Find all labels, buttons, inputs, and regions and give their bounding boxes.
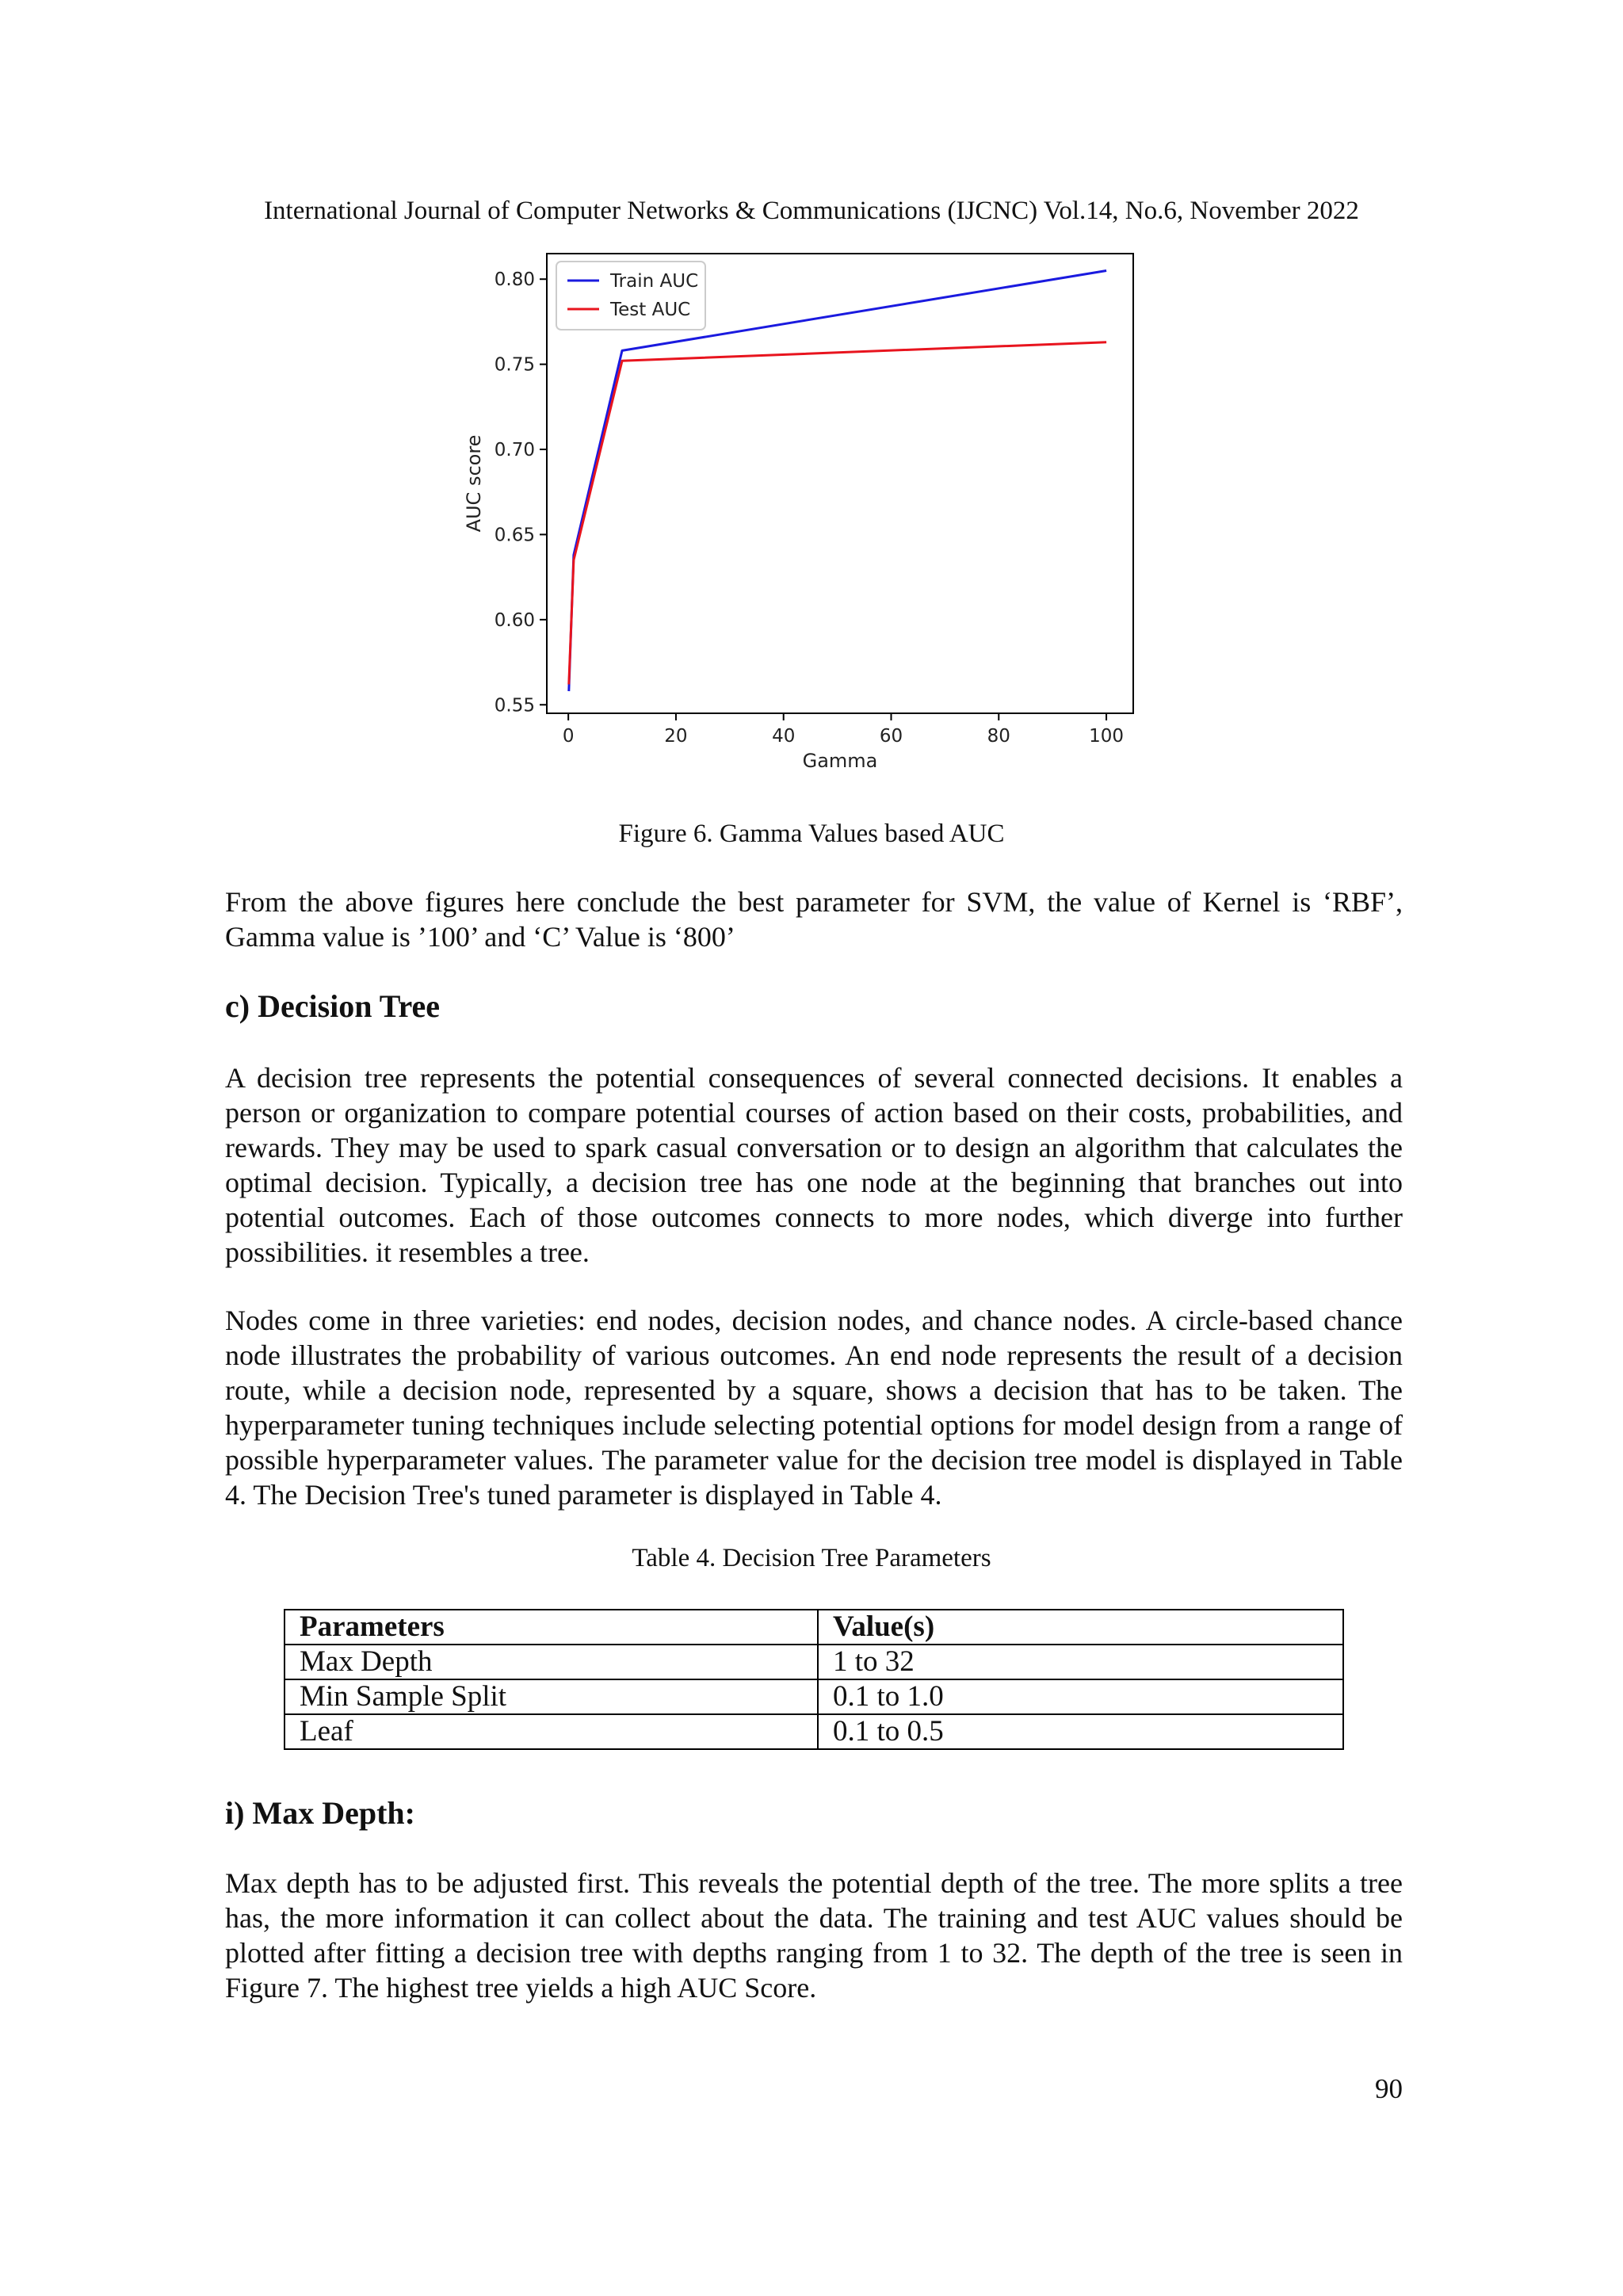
journal-header: International Journal of Computer Networks & Communications (IJCNC) Vol.14, No.6, November 2022 <box>264 197 1359 225</box>
figure-6-caption: Figure 6. Gamma Values based AUC <box>618 819 1005 848</box>
x-tick-label: 60 <box>879 726 903 747</box>
paragraph-svm-conclusion: From the above figures here conclude the best parameter for SVM, the value of Kernel is ‘RBF’, Gamma value is ’100’ and ‘C’ Value is ‘800’ <box>225 886 1403 953</box>
x-tick-label: 100 <box>1089 726 1125 747</box>
table-row <box>285 1679 1343 1714</box>
paragraph-max-depth: Max depth has to be adjusted first. This reveals the potential depth of the tree. The more splits a tree has, the more information it can collect about the data. The training and test AUC values should be plotted after fitting a decision tree with depths ranging from 1 to 32. The depth of the tree is seen in Figure 7. The highest tree yields a high AUC Score. <box>225 1867 1403 2004</box>
decision-tree-parameters-table <box>284 1609 1344 1750</box>
x-axis-label: Gamma <box>802 750 878 772</box>
table-4-caption: Table 4. Decision Tree Parameters <box>632 1544 991 1572</box>
y-tick-label: 0.60 <box>494 609 535 631</box>
table-cell: Min Sample Split <box>285 1679 818 1714</box>
legend-label-test: Test AUC <box>610 300 691 320</box>
y-tick-label: 0.70 <box>494 440 535 461</box>
y-tick-label: 0.65 <box>494 525 535 546</box>
x-tick-label: 20 <box>664 726 688 747</box>
table-cell: 0.1 to 0.5 <box>818 1714 1343 1749</box>
table-header-parameters: Parameters <box>285 1610 818 1645</box>
series-lines <box>569 271 1106 692</box>
heading-decision-tree: c) Decision Tree <box>225 988 441 1024</box>
table-cell: 1 to 32 <box>818 1645 1343 1679</box>
legend-label-train: Train AUC <box>610 271 699 292</box>
y-axis-ticks <box>495 269 547 716</box>
figure-6-chart <box>444 244 1189 791</box>
page-number: 90 <box>1375 2073 1403 2104</box>
table-cell: Max Depth <box>285 1645 818 1679</box>
x-tick-label: 80 <box>987 726 1010 747</box>
auc-line-chart <box>444 244 1189 791</box>
table-header-values: Value(s) <box>818 1610 1343 1645</box>
paragraph-node-types: Nodes come in three varieties: end nodes, decision nodes, and chance nodes. A circle-based chance node illustrates the probability of various outcomes. An end node represents the result of a decision route, while a decision node, represented by a square, shows a decision that has to be taken. The hyperparameter tuning techniques include selecting potential options for model design from a range of possible hyperparameter values. The parameter value for the decision tree model is displayed in Table 4. The Decision Tree's tuned parameter is displayed in Table 4. <box>225 1305 1403 1511</box>
table-header-row <box>285 1610 1343 1645</box>
y-axis-label: AUC score <box>463 434 485 533</box>
x-tick-label: 0 <box>562 726 575 747</box>
x-tick-label: 40 <box>772 726 796 747</box>
series-line-test-auc <box>569 342 1106 685</box>
table-row <box>285 1645 1343 1679</box>
chart-legend <box>556 262 705 330</box>
paragraph-decision-tree-intro: A decision tree represents the potential consequences of several connected decisions. It enables a person or organization to compare potential courses of action based on their costs, probabilities, and rewards. They may be used to spark casual conversation or to design an algorithm that calculates the optimal decision. Typically, a decision tree has one node at the beginning that branches out into potential outcomes. Each of those outcomes connects to more nodes, which diverge into further possibilities. it resembles a tree. <box>225 1062 1403 1268</box>
y-tick-label: 0.75 <box>494 354 535 376</box>
x-axis-ticks <box>563 713 1124 747</box>
series-line-train-auc <box>569 271 1106 692</box>
table-cell: Leaf <box>285 1714 818 1749</box>
y-tick-label: 0.80 <box>494 269 535 291</box>
table-cell: 0.1 to 1.0 <box>818 1679 1343 1714</box>
y-tick-label: 0.55 <box>494 695 535 716</box>
heading-max-depth: i) Max Depth: <box>225 1795 415 1831</box>
table-row <box>285 1714 1343 1749</box>
